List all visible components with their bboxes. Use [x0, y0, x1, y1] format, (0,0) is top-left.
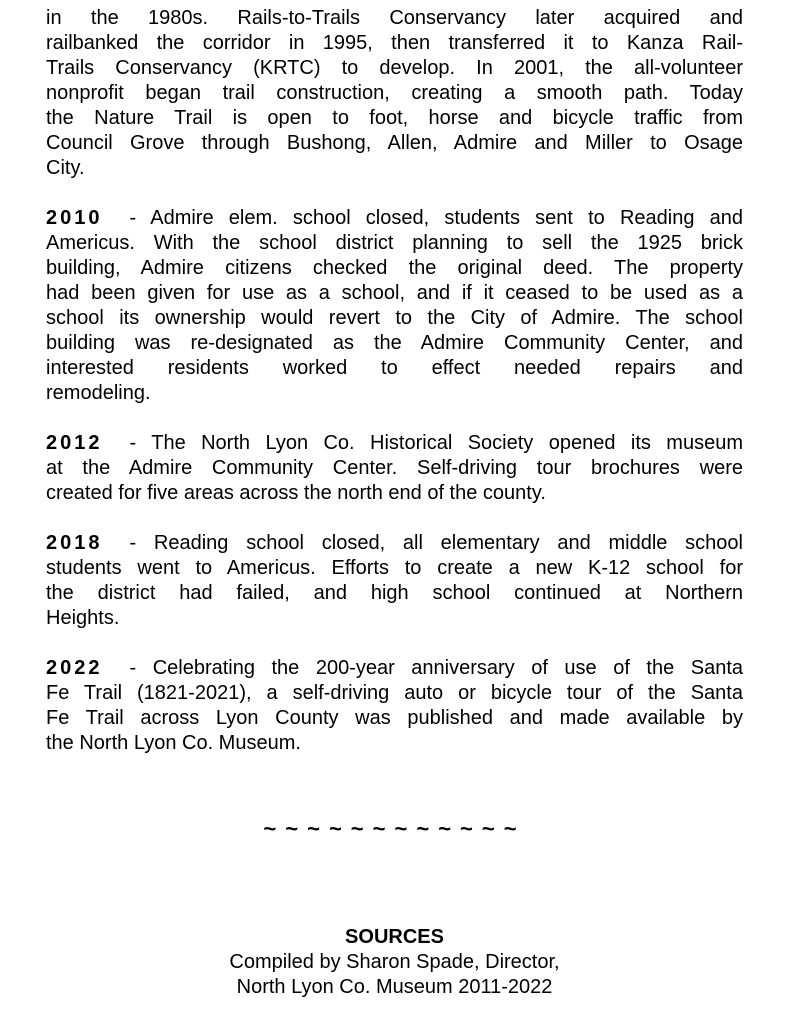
text-line: had been given for use as a school, and if it ceased to be used as a: [46, 282, 743, 304]
entry-first-line: [46, 206, 743, 231]
timeline-entry-2018: [46, 531, 743, 631]
entry-first-line: [46, 656, 743, 681]
credit-line: North Lyon Co. Museum 2011-2022: [236, 976, 553, 998]
year-label: 2010: [46, 207, 103, 229]
text-line: Trails Conservancy (KRTC) to develop. In 2001, the all-volunteer: [46, 57, 743, 79]
text-line: Council Grove through Bushong, Allen, Admire and Miller to Osage: [46, 132, 743, 154]
timeline-entry-2012: [46, 431, 743, 506]
text-line: Heights.: [46, 607, 120, 629]
text-line: the North Lyon Co. Museum.: [46, 732, 301, 754]
text-line: - The North Lyon Co. Historical Society opened its museum: [129, 432, 743, 454]
text-line: created for five areas across the north end of the county.: [46, 482, 546, 504]
text-line: interested residents worked to effect needed repairs and: [46, 357, 743, 379]
year-label: 2022: [46, 657, 103, 679]
text-line: building, Admire citizens checked the original deed. The property: [46, 257, 743, 279]
year-label: 2012: [46, 432, 103, 454]
text-line: the district had failed, and high school continued at Northern: [46, 582, 743, 604]
text-line: - Celebrating the 200-year anniversary of use of the Santa: [129, 657, 743, 679]
timeline-entry-2010: [46, 206, 743, 406]
text-line: Fe Trail across Lyon County was published and made available by: [46, 707, 743, 729]
entry-first-line: [46, 531, 743, 556]
text-line: school its ownership would revert to the City of Admire. The school: [46, 307, 743, 329]
text-line: City.: [46, 157, 85, 179]
text-line: in the 1980s. Rails-to-Trails Conservancy later acquired and: [46, 7, 743, 29]
text-line: Americus. With the school district planning to sell the 1925 brick: [46, 232, 743, 254]
text-line: nonprofit began trail construction, creating a smooth path. Today: [46, 82, 743, 104]
tilde-separator: ~~~~~~~~~~~~: [263, 816, 526, 841]
text-line: - Reading school closed, all elementary and middle school: [129, 532, 743, 554]
text-line: students went to Americus. Efforts to create a new K-12 school for: [46, 557, 743, 579]
text-line: - Admire elem. school closed, students sent to Reading and: [129, 207, 743, 229]
text-line: railbanked the corridor in 1995, then transferred it to Kanza Rail-: [46, 32, 743, 54]
text-line: Fe Trail (1821-2021), a self-driving auto or bicycle tour of the Santa: [46, 682, 743, 704]
year-label: 2018: [46, 532, 103, 554]
timeline-entry-2022: [46, 656, 743, 756]
entry-first-line: [46, 431, 743, 456]
text-line: at the Admire Community Center. Self-driving tour brochures were: [46, 457, 743, 479]
sources-heading: SOURCES: [345, 926, 444, 948]
text-line: building was re-designated as the Admire Community Center, and: [46, 332, 743, 354]
text-line: remodeling.: [46, 382, 151, 404]
text-line: the Nature Trail is open to foot, horse and bicycle traffic from: [46, 107, 743, 129]
paragraph-intro: [46, 6, 743, 181]
credit-line: Compiled by Sharon Spade, Director,: [229, 951, 560, 973]
sources-section: [46, 925, 743, 1000]
